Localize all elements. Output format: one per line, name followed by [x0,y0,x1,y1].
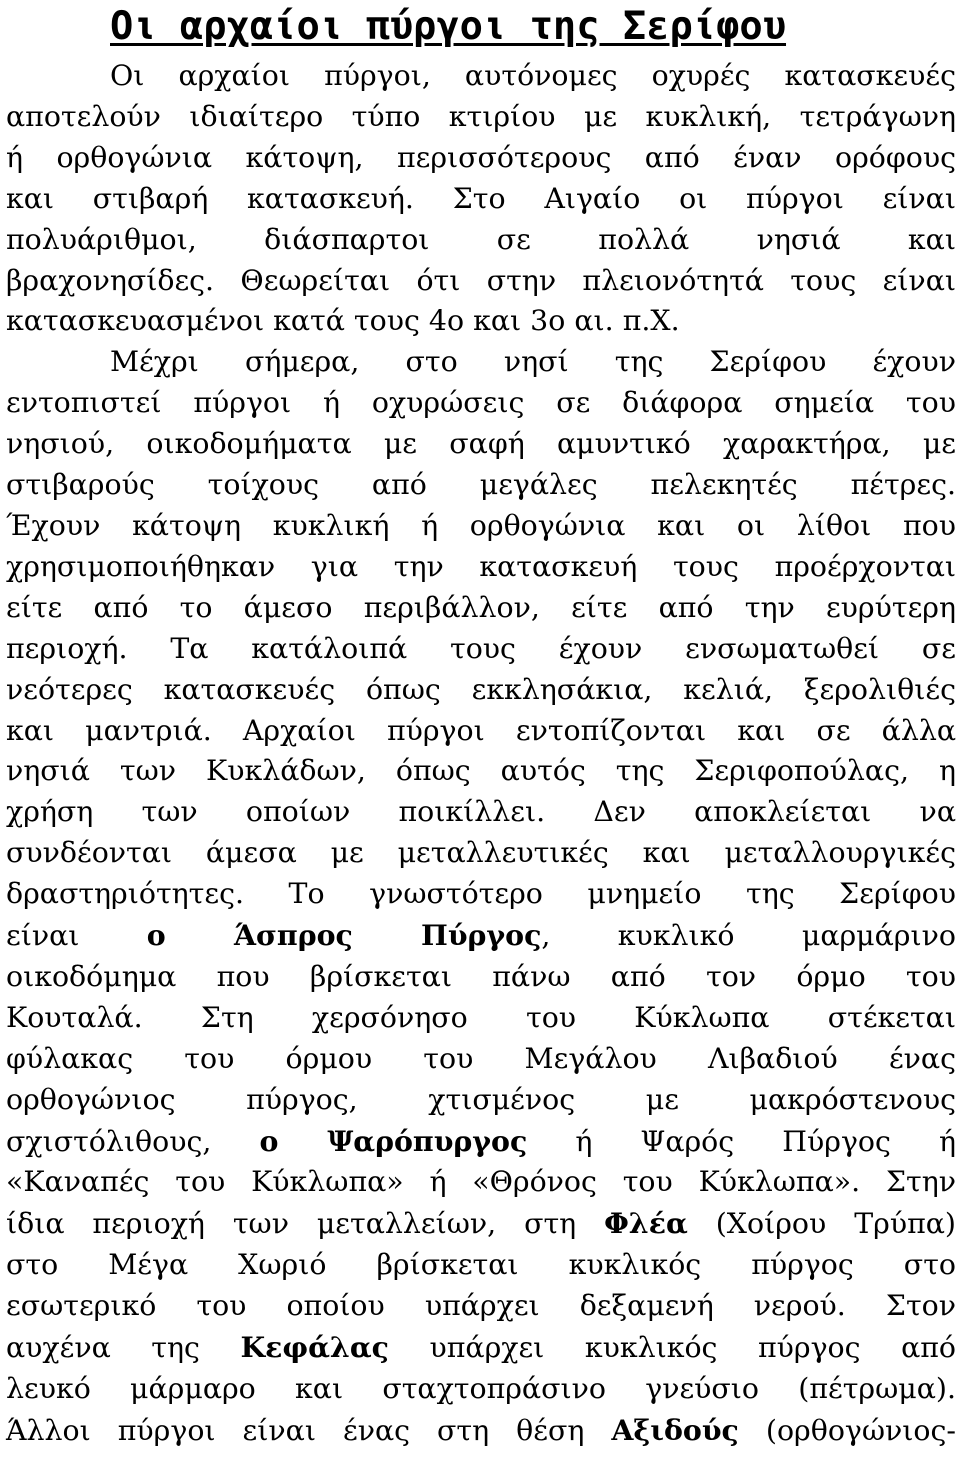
text-line: νησιά των Κυκλάδων, όπως αυτός της Σεριφοπούλας, η [6,754,956,788]
document-body [6,56,956,1452]
text-line: νεότερες κατασκευές όπως εκκλησάκια, κελιά, ξερολιθιές [6,672,956,706]
text-line: εντοπιστεί πύργοι ή οχυρώσεις σε διάφορα σημεία του [6,386,956,420]
text-run: σχιστόλιθους, [6,1124,260,1158]
text-run: υπάρχει κυκλικός πύργος από [388,1331,956,1365]
bold-name-aspros-pyrgos: ο Άσπρος Πύργος [146,918,542,953]
document-title: Οι αρχαίοι πύργοι της Σερίφου [110,4,787,49]
text-line: πολυάριθμοι, διάσπαρτοι σε πολλά νησιά και [6,222,956,256]
text-line: βραχονησίδες. Θεωρείται ότι στην πλειονότητά τους είναι [6,263,956,297]
text-line [6,1327,956,1369]
bold-name-kefalas: Κεφάλας [240,1330,389,1365]
bold-name-psaropyrgos: ο Ψαρόπυργος [259,1123,528,1158]
text-run: αυχένα της [6,1331,241,1365]
text-line: φύλακας του όρμου του Μεγάλου Λιβαδιού ένας [6,1041,956,1075]
text-run: Άλλοι πύργοι είναι ένας στη θέση [6,1413,612,1447]
text-line: Μέχρι σήμερα, στο νησί της Σερίφου έχουν [110,345,956,379]
text-line: στιβαρούς τοίχους από μεγάλες πελεκητές πέτρες. [6,468,956,502]
text-run: (ορθογώνιος- [738,1413,957,1447]
text-run: ή Ψαρός Πύργος ή [527,1124,957,1158]
text-run: ίδια περιοχή των μεταλλείων, στη [6,1207,605,1241]
text-run: είναι [6,919,147,953]
text-line: Οι αρχαίοι πύργοι, αυτόνομες οχυρές κατασκευές [110,59,956,92]
text-line: οικοδόμημα που βρίσκεται πάνω από τον όρμο του [6,959,956,993]
bold-name-flea: Φλέα [604,1206,688,1241]
text-line: δραστηριότητες. Το γνωστότερο μνημείο της Σερίφου [6,877,956,911]
text-line [6,915,956,957]
document-page [6,0,956,1452]
text-line: συνδέονται άμεσα με μεταλλευτικές και μεταλλουργικές [6,836,956,870]
text-line [6,1121,956,1163]
text-line: νησιού, οικοδομήματα με σαφή αμυντικό χαρακτήρα, με [6,427,956,461]
text-line: ή ορθογώνια κάτοψη, περισσότερους από έναν ορόφους [6,140,956,174]
text-line: χρήση των οποίων ποικίλλει. Δεν αποκλείεται να [6,795,956,829]
text-line [6,1203,956,1245]
text-line: Κουταλά. Στη χερσόνησο του Κύκλωπα στέκεται [6,1000,956,1034]
text-line: χρησιμοποιήθηκαν για την κατασκευή τους προέρχονται [6,549,956,583]
text-line: περιοχή. Τα κατάλοιπά τους έχουν ενσωματωθεί σε [6,631,956,665]
text-line: εσωτερικό του οποίου υπάρχει δεξαμενή νερού. Στον [6,1289,956,1323]
text-line: «Καναπές του Κύκλωπα» ή «Θρόνος του Κύκλωπα». Στην [6,1165,956,1199]
text-line: ορθογώνιος πύργος, χτισμένος με μακρόστενους [6,1082,956,1116]
text-line: στο Μέγα Χωριό βρίσκεται κυκλικός πύργος στο [6,1248,956,1282]
text-line: είτε από το άμεσο περιβάλλον, είτε από την ευρύτερη [6,590,956,624]
bold-name-axidous: Αξιδούς [611,1412,739,1447]
text-line: κατασκευασμένοι κατά τους 4ο και 3ο αι. π.Χ. [6,304,680,338]
text-line: και μαντριά. Αρχαίοι πύργοι εντοπίζονται και σε άλλα [6,713,956,747]
text-line: Έχουν κάτοψη κυκλική ή ορθογώνια και οι λίθοι που [6,508,956,542]
text-line: αποτελούν ιδιαίτερο τύπο κτιρίου με κυκλική, τετράγωνη [6,99,956,133]
text-line: λευκό μάρμαρο και σταχτοπράσινο γνεύσιο (πέτρωμα). [6,1372,956,1405]
text-line [6,1410,956,1452]
text-line: και στιβαρή κατασκευή. Στο Αιγαίο οι πύργοι είναι [6,181,956,215]
text-run: (Χοίρου Τρύπα) [687,1207,956,1241]
text-run: , κυκλικό μαρμάρινο [541,919,956,953]
